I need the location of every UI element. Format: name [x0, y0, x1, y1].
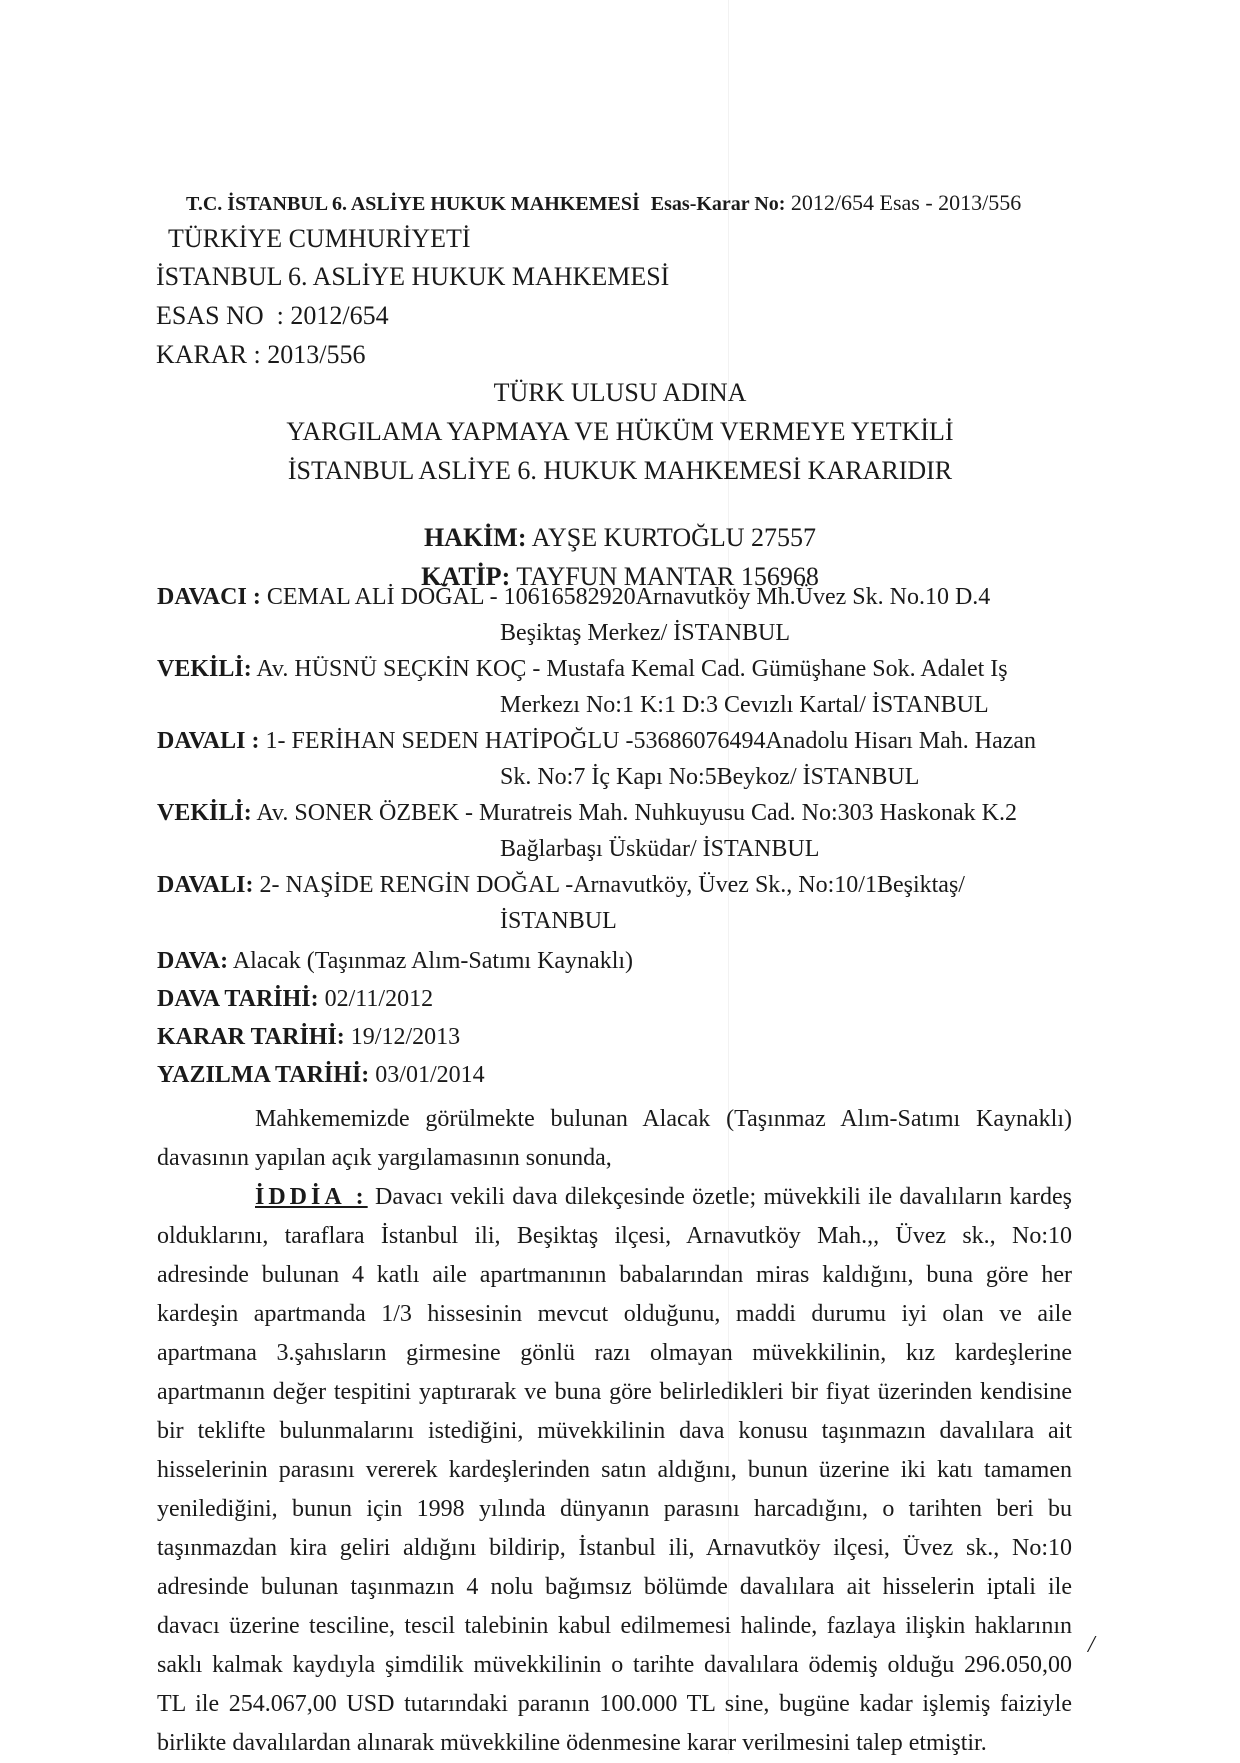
case-ref-label: Esas-Karar No:: [650, 193, 786, 215]
hakim-label: HAKİM:: [423, 523, 527, 552]
party-davaci: [157, 584, 990, 611]
written-date: [157, 1062, 485, 1089]
iddia-line: bir teklifte bulunmalarını istediğini, müvekkilinin dava konusu taşınmazın davalılara ait: [157, 1418, 1072, 1444]
case-date: [157, 986, 433, 1013]
intro-line: davasının yapılan açık yargılamasının sonunda,: [157, 1145, 612, 1171]
info-label: YAZILMA TARİHİ:: [157, 1062, 370, 1088]
party-label: DAVACI :: [157, 584, 261, 610]
decision-date: [157, 1024, 460, 1051]
iddia-line: davacı üzerine tesciline, tescil talebinin kabul edilmemesi halinde, fazlaya ilişkin haklarının: [157, 1613, 1072, 1639]
iddia-line: adresinde bulunan 4 katlı aile apartmanının babalarından miras kaldığını, buna göre her: [157, 1262, 1072, 1288]
katip-value: TAYFUN MANTAR 156968: [516, 562, 819, 591]
info-value: Alacak (Taşınmaz Alım-Satımı Kaynaklı): [232, 948, 634, 974]
party-label: DAVALI:: [157, 872, 254, 898]
iddia-line: taşınmazdan kira geliri aldığını bildirip, İstanbul ili, Arnavutköy ilçesi, Üvez sk., No:10: [157, 1535, 1072, 1561]
party-detail: CEMAL ALİ DOĞAL - 10616582920Arnavutköy Mh.Üvez Sk. No.10 D.4: [266, 584, 991, 610]
intro-line: Mahkememizde görülmekte bulunan Alacak (Taşınmaz Alım-Satımı Kaynaklı): [255, 1106, 1072, 1132]
iddia-line: olduklarını, taraflara İstanbul ili, Beşiktaş ilçesi, Arnavutköy Mah.,, Üvez sk., No:10: [157, 1223, 1072, 1249]
document-header: [186, 190, 1021, 216]
party-label: VEKİLİ:: [157, 656, 252, 682]
intro-paragraph: [157, 1100, 1072, 1178]
iddia-line: hisselerinin parasını vererek kardeşlerinden satın aldığını, bunun üzerine iki katı tamamen: [157, 1457, 1072, 1483]
karar-value: 2013/556: [267, 340, 366, 369]
party-detail: Av. SONER ÖZBEK - Muratreis Mah. Nuhkuyusu Cad. No:303 Haskonak K.2: [256, 800, 1017, 826]
party-detail: Av. HÜSNÜ SEÇKİN KOÇ - Mustafa Kemal Cad. Gümüşhane Sok. Adalet Iş: [256, 656, 1008, 682]
party-vekili-2-cont: Bağlarbaşı Üsküdar/ İSTANBUL: [500, 836, 820, 862]
party-label: VEKİLİ:: [157, 800, 252, 826]
info-value: 02/11/2012: [324, 986, 434, 1012]
hakim-line: [0, 523, 1240, 553]
party-detail: 2- NAŞİDE RENGİN DOĞAL -Arnavutköy, Üvez Sk., No:10/1Beşiktaş/: [259, 872, 965, 898]
iddia-heading: İDDİA :: [255, 1184, 368, 1210]
esas-label: ESAS NO: [156, 301, 264, 330]
case-ref-value: 2012/654 Esas - 2013/556: [790, 190, 1022, 215]
esas-value: : 2012/654: [276, 301, 389, 330]
karar-no: [156, 340, 365, 370]
decision-line: İSTANBUL ASLİYE 6. HUKUK MAHKEMESİ KARARIDIR: [287, 456, 953, 485]
party-vekili-2: [157, 800, 1017, 827]
iddia-first-line: [157, 1178, 1072, 1217]
party-detail: 1- FERİHAN SEDEN HATİPOĞLU -53686076494Anadolu Hisarı Mah. Hazan: [265, 728, 1037, 754]
iddia-paragraph: [157, 1178, 1072, 1763]
party-davali-1: [157, 728, 1036, 755]
iddia-line: birlikte davalılardan alınarak müvekkiline ödenmesine karar verilmesini talep etmiştir.: [157, 1730, 987, 1756]
esas-no: [156, 301, 389, 331]
republic-title: TÜRKİYE CUMHURİYETİ: [168, 224, 471, 253]
party-davali-2-cont: İSTANBUL: [500, 908, 617, 934]
case-type: [157, 948, 633, 975]
info-value: 03/01/2014: [375, 1062, 485, 1088]
iddia-line: Davacı vekili dava dilekçesinde özetle; müvekkili ile davalıların kardeş: [375, 1184, 1073, 1210]
info-label: DAVA TARİHİ:: [157, 986, 319, 1012]
iddia-line: apartmana 3.şahısların girmesine gönlü razı olmayan müvekkilinin, kız kardeşlerine: [157, 1340, 1072, 1366]
iddia-line: kardeşin apartmanda 1/3 hissesinin mevcut olduğunu, maddi durumu iyi olan ve aile: [157, 1301, 1072, 1327]
iddia-line: TL ile 254.067,00 USD tutarındaki paranın 100.000 TL sine, bugüne kadar işlemiş faiziyle: [157, 1691, 1072, 1717]
info-value: 19/12/2013: [350, 1024, 461, 1050]
hakim-value: AYŞE KURTOĞLU 27557: [531, 523, 817, 552]
party-vekili-1: [157, 656, 1008, 683]
iddia-line: apartmanın değer tespitini yaptırarak ve buna göre belirledikleri bir fiyat üzerinden kendisine: [157, 1379, 1072, 1405]
info-label: KARAR TARİHİ:: [157, 1024, 345, 1050]
party-label: DAVALI :: [157, 728, 260, 754]
iddia-line: yenilediğini, bunun için 1998 yılında dünyanın parasını harcadığını, o tarihten beri bu: [157, 1496, 1072, 1522]
nation-line: TÜRK ULUSU ADINA: [493, 378, 747, 407]
iddia-line: adresinde bulunan taşınmazın 4 nolu bağımsız bölümde davalılara ait hisselerin iptali ile: [157, 1574, 1072, 1600]
party-davali-1-cont: Sk. No:7 İç Kapı No:5Beykoz/ İSTANBUL: [500, 764, 920, 790]
info-label: DAVA:: [157, 948, 229, 974]
karar-label: KARAR :: [156, 340, 261, 369]
party-davaci-cont: Beşiktaş Merkez/ İSTANBUL: [500, 620, 791, 646]
iddia-line: saklı kalmak kaydıyla şimdilik müvekkilinin o tarihte davalılara ödemiş olduğu 296.050,00: [157, 1652, 1072, 1678]
court-title: İSTANBUL 6. ASLİYE HUKUK MAHKEMESİ: [156, 262, 670, 291]
katip-label: KATİP:: [421, 562, 511, 591]
page-continuation-mark: /: [1088, 1632, 1095, 1658]
party-vekili-1-cont: Merkezı No:1 K:1 D:3 Cevızlı Kartal/ İSTANBUL: [500, 692, 989, 718]
party-davali-2: [157, 872, 965, 899]
authority-line: YARGILAMA YAPMAYA VE HÜKÜM VERMEYE YETKİLİ: [286, 417, 954, 446]
court-header: T.C. İSTANBUL 6. ASLİYE HUKUK MAHKEMESİ: [186, 193, 640, 215]
